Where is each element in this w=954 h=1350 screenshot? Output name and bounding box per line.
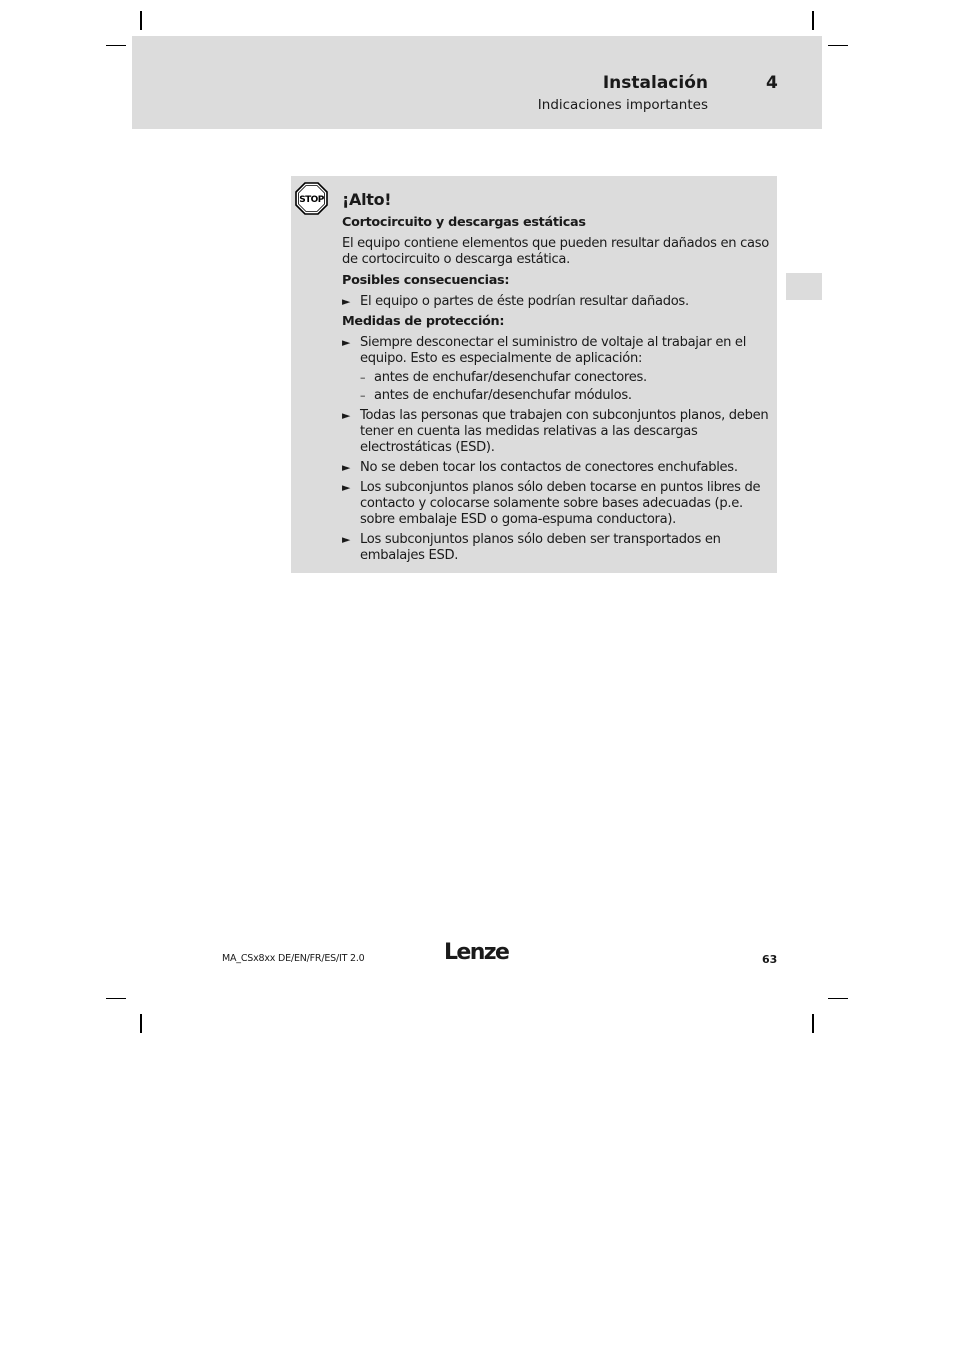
dash-marker: – bbox=[360, 389, 366, 402]
list-item: ► Siempre desconectar el suministro de voltaje al trabajar en el equipo. Esto es especialmente de aplicación: – antes de enchufar/desenchufar conectores. – antes de enchufar/desenchufar módulos. bbox=[342, 335, 770, 404]
crop-mark bbox=[812, 1014, 814, 1033]
bullet-arrow-icon: ► bbox=[342, 481, 351, 494]
stop-icon-text: STOP bbox=[299, 195, 324, 205]
dash-marker: – bbox=[360, 371, 366, 384]
bullet-arrow-icon: ► bbox=[342, 533, 351, 546]
measures-heading: Medidas de protección: bbox=[342, 314, 505, 329]
list-item: ► No se deben tocar los contactos de conectores enchufables. bbox=[342, 460, 738, 475]
crop-mark bbox=[106, 998, 126, 999]
measure-sub-list bbox=[360, 370, 770, 404]
bullet-arrow-icon: ► bbox=[342, 409, 351, 422]
crop-mark bbox=[106, 45, 126, 46]
header-band bbox=[132, 36, 822, 129]
crop-mark bbox=[828, 45, 848, 46]
list-item: – antes de enchufar/desenchufar conectores. bbox=[360, 370, 647, 385]
crop-mark bbox=[828, 998, 848, 999]
chapter-subtitle: Indicaciones importantes bbox=[537, 97, 708, 113]
crop-mark bbox=[140, 1014, 142, 1033]
measures-list bbox=[342, 335, 770, 564]
warning-description: El equipo contiene elementos que pueden resultar dañados en caso de cortocircuito o descarga estática. bbox=[342, 236, 769, 267]
list-item: ► Los subconjuntos planos sólo deben tocarse en puntos libres de contacto y colocarse solamente sobre bases adecuadas (p.e. sobre embalaje ESD o goma-espuma conductora). bbox=[342, 480, 761, 527]
chapter-side-tab bbox=[786, 273, 822, 300]
warning-title: ¡Alto! bbox=[342, 190, 392, 209]
stop-sign-icon bbox=[295, 182, 328, 215]
bullet-arrow-icon: ► bbox=[342, 336, 351, 349]
consequences-heading: Posibles consecuencias: bbox=[342, 273, 510, 288]
bullet-arrow-icon: ► bbox=[342, 295, 351, 308]
warning-subtitle: Cortocircuito y descargas estáticas bbox=[342, 215, 586, 230]
page-number: 63 bbox=[762, 953, 778, 966]
list-item: – antes de enchufar/desenchufar módulos. bbox=[360, 388, 632, 403]
list-item: ► Los subconjuntos planos sólo deben ser transportados en embalajes ESD. bbox=[342, 532, 721, 563]
crop-mark bbox=[812, 11, 814, 30]
chapter-title: Instalación bbox=[602, 73, 708, 93]
bullet-arrow-icon: ► bbox=[342, 461, 351, 474]
list-item: ► Todas las personas que trabajen con subconjuntos planos, deben tener en cuenta las medidas relativas a las descargas electrostáticas (ESD). bbox=[342, 408, 769, 455]
document-id: MA_CSx8xx DE/EN/FR/ES/IT 2.0 bbox=[222, 953, 365, 964]
lenze-logo: Lenze bbox=[444, 940, 509, 965]
warning-content bbox=[342, 189, 770, 568]
crop-mark bbox=[140, 11, 142, 30]
chapter-number: 4 bbox=[766, 73, 778, 93]
list-item: ► El equipo o partes de éste podrían resultar dañados. bbox=[342, 294, 689, 309]
consequences-list bbox=[342, 294, 770, 310]
